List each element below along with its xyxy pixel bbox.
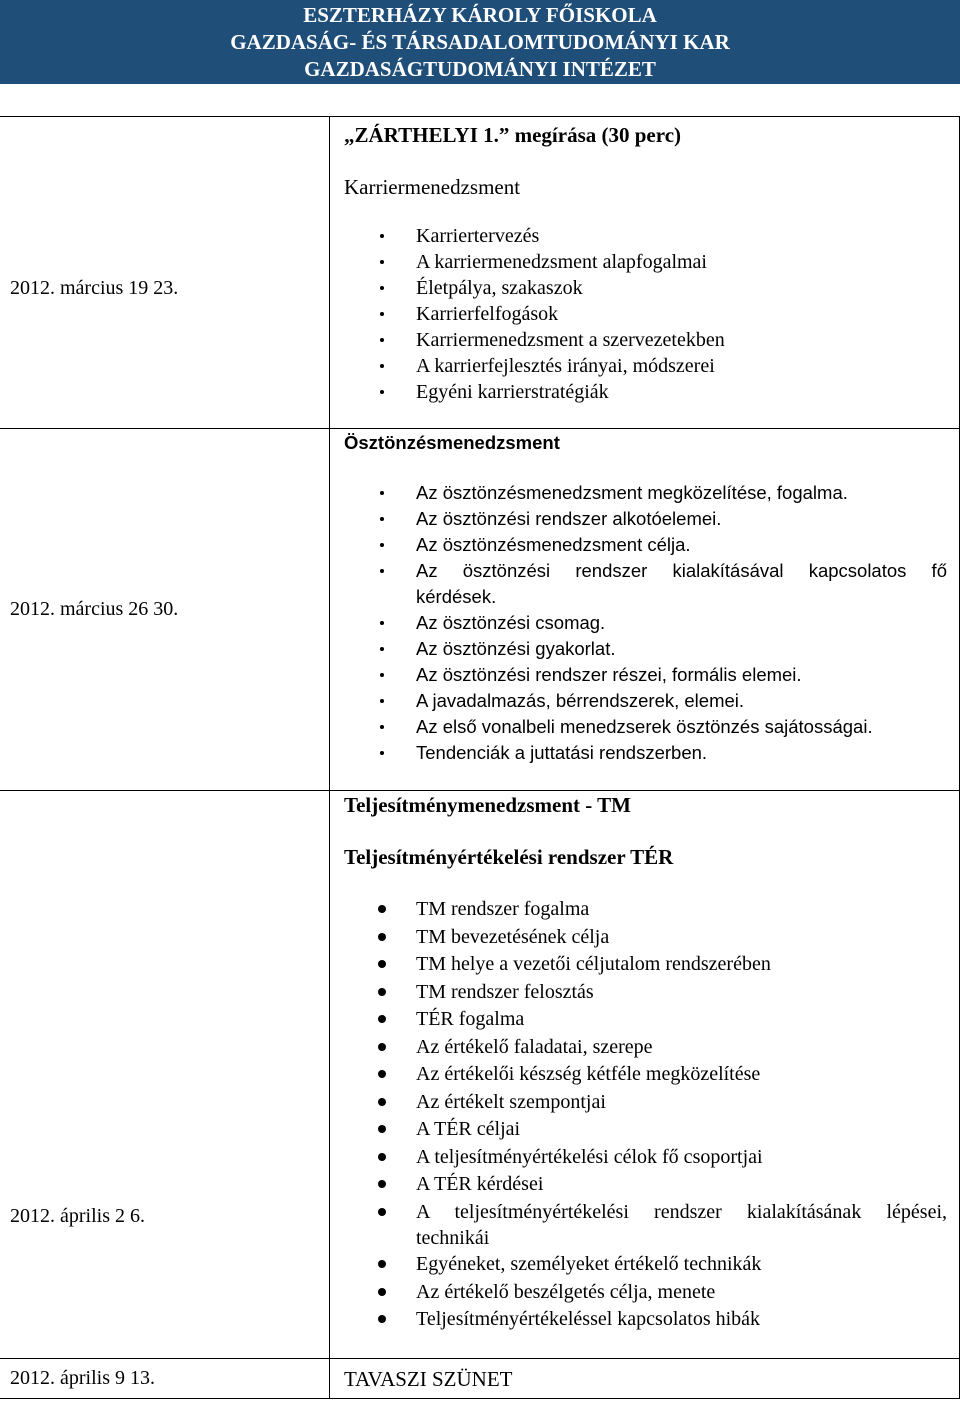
list-item: Az ösztönzési gyakorlat.: [344, 636, 947, 662]
list-item: A teljesítményértékelési rendszer kialakításának lépései,: [344, 1199, 947, 1227]
date-cell: [0, 117, 330, 429]
list-item: Teljesítményértékeléssel kapcsolatos hibák: [344, 1306, 947, 1334]
date-text: 2012. április 9 13.: [10, 1367, 155, 1389]
list-item: Az ösztönzésmenedzsment megközelítése, fogalma.: [344, 480, 947, 506]
list-item: TÉR fogalma: [344, 1006, 947, 1034]
date-text: 2012. március 19 23.: [10, 276, 179, 299]
list-item: A karriermenedzsment alapfogalmai: [344, 249, 947, 275]
content-cell: [330, 1359, 960, 1399]
header-gap: [0, 84, 960, 116]
topic-title: Ösztönzésmenedzsment: [344, 432, 560, 453]
schedule-row: [0, 1359, 960, 1399]
list-item: TM rendszer felosztás: [344, 979, 947, 1007]
list-item: Az értékelő beszélgetés célja, menete: [344, 1279, 947, 1307]
list-item: Karrierfelfogások: [344, 301, 947, 327]
schedule-table: [0, 116, 960, 1399]
list-item: TM rendszer fogalma: [344, 896, 947, 924]
topic-title: Karriermenedzsment: [344, 175, 521, 199]
header-faculty: GAZDASÁG- ÉS TÁRSADALOMTUDOMÁNYI KAR: [230, 30, 730, 54]
date-cell: [0, 1359, 330, 1399]
date-cell: [0, 429, 330, 791]
continuation-text: technikái: [416, 1227, 490, 1249]
list-item: Az értékelt szempontjai: [344, 1089, 947, 1117]
list-item: A teljesítményértékelési célok fő csoportjai: [344, 1144, 947, 1172]
list-item: A karrierfejlesztés irányai, módszerei: [344, 353, 947, 379]
header-institute: GAZDASÁGTUDOMÁNYI INTÉZET: [304, 57, 656, 81]
list-item: Tendenciák a juttatási rendszerben.: [344, 740, 947, 766]
list-item: TM bevezetésének célja: [344, 924, 947, 952]
list-item: Az ösztönzésmenedzsment célja.: [344, 532, 947, 558]
list-item-continuation: [344, 584, 947, 610]
topic-list: [344, 223, 947, 405]
schedule-row: [0, 117, 960, 429]
list-item: Az ösztönzési rendszer alkotóelemei.: [344, 506, 947, 532]
list-item: Az első vonalbeli menedzserek ösztönzés sajátosságai.: [344, 714, 947, 740]
content-cell: [330, 117, 960, 429]
list-item-continuation: [344, 1226, 947, 1251]
header-university: ESZTERHÁZY KÁROLY FŐISKOLA: [303, 3, 657, 27]
topic-list: [344, 896, 947, 1334]
list-item: Az ösztönzési csomag.: [344, 610, 947, 636]
list-item: Az ösztönzési rendszer kialakításával kapcsolatos fő: [344, 558, 947, 584]
schedule-row: [0, 791, 960, 1359]
list-item: A TÉR kérdései: [344, 1171, 947, 1199]
list-item: Egyéni karrierstratégiák: [344, 379, 947, 405]
content-cell: [330, 791, 960, 1359]
date-text: 2012. március 26 30.: [10, 598, 179, 620]
list-item: A TÉR céljai: [344, 1116, 947, 1144]
date-text: 2012. április 2 6.: [10, 1204, 145, 1227]
break-label: TAVASZI SZÜNET: [344, 1366, 513, 1391]
list-item: Egyéneket, személyeket értékelő technikák: [344, 1251, 947, 1279]
list-item: Az értékelői készség kétféle megközelítése: [344, 1061, 947, 1089]
list-item: TM helye a vezetői céljutalom rendszerében: [344, 951, 947, 979]
content-cell: [330, 429, 960, 791]
list-item: Az ösztönzési rendszer részei, formális elemei.: [344, 662, 947, 688]
list-item: Az értékelő faladatai, szerepe: [344, 1034, 947, 1062]
list-item: A javadalmazás, bérrendszerek, elemei.: [344, 688, 947, 714]
date-cell: [0, 791, 330, 1359]
list-item: Karriertervezés: [344, 223, 947, 249]
list-item: Karriermenedzsment a szervezetekben: [344, 327, 947, 353]
topic-subtitle: Teljesítményértékelési rendszer TÉR: [344, 845, 674, 869]
schedule-row: [0, 429, 960, 791]
topic-title: Teljesítménymenedzsment - TM: [344, 793, 631, 817]
topic-list: [344, 480, 947, 766]
document-header: [0, 0, 960, 84]
list-item: Életpálya, szakaszok: [344, 275, 947, 301]
continuation-text: kérdések.: [416, 586, 497, 607]
exam-title: „ZÁRTHELYI 1.” megírása (30 perc): [344, 123, 682, 147]
